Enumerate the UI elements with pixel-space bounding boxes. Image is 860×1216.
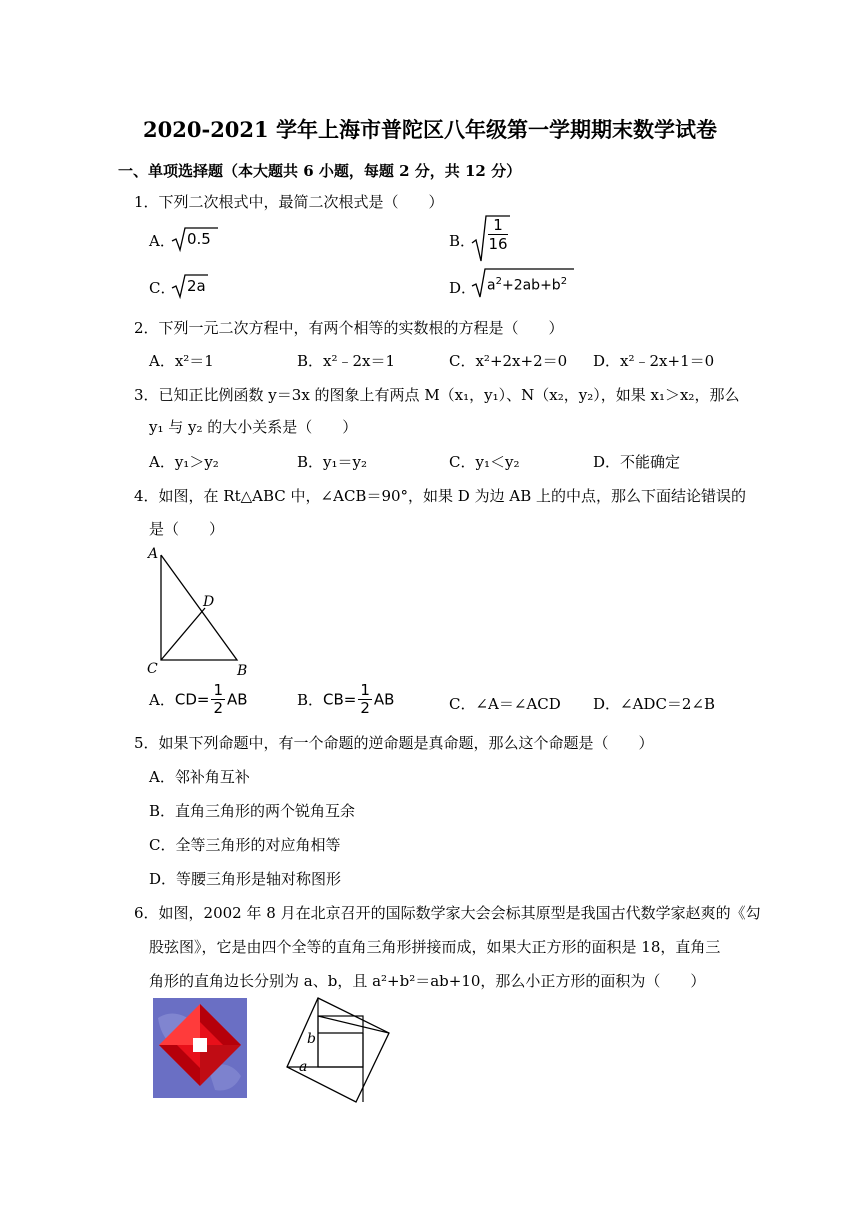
q4-a-num: 1 [213,681,223,699]
q4-a-post: AB [226,690,248,709]
q5-option-b: B．直角三角形的两个锐角互余 [149,802,356,820]
q5-stem: 5．如果下列命题中，有一个命题的逆命题是真命题，那么这个命题是（ ） [134,734,654,752]
q4-b-label: B． [297,691,324,709]
q4-a-label: A． [149,691,175,709]
q3-option-d: D．不能确定 [593,453,681,471]
q4-fig-label-c: C [147,661,158,677]
q4-a-pre: CD= [174,690,210,709]
q1-b-denominator: 16 [488,235,508,253]
q1-c-label: C． [149,279,176,297]
q6-fig-label-a: a [299,1059,308,1075]
section-heading: 一、单项选择题（本大题共 6 小题，每题 2 分，共 12 分） [118,162,522,180]
q3-stem-line2: y₁ 与 y₂ 的大小关系是（ ） [149,418,358,436]
q2-option-d: D．x²﹣2x+1＝0 [593,352,715,370]
q1-a-label: A． [149,232,175,250]
q4-fig-label-a: A [148,546,159,562]
page-title: 2020-2021 学年上海市普陀区八年级第一学期期末数学试卷 [143,117,717,142]
q4-fig-label-d: D [203,594,215,610]
q1-d-term-mid: +2ab+b [501,277,561,294]
q4-fig-label-b: B [237,663,248,679]
q2-option-b: B．x²﹣2x＝1 [297,352,396,370]
q3-option-b: B．y₁＝y₂ [297,453,367,471]
q4-b-den: 2 [360,699,370,717]
q5-option-d: D．等腰三角形是轴对称图形 [149,870,342,888]
q6-stem-line1: 6．如图，2002 年 8 月在北京召开的国际数学家大会会标其原型是我国古代数学家赵爽的《勾 [134,904,761,922]
q4-b-fraction [358,682,372,717]
q5-option-a: A．邻补角互补 [149,768,250,786]
q6-chord-diagram [285,996,395,1108]
q4-b-post: AB [373,690,395,709]
q1-b-fraction [488,216,508,253]
q3-option-a: A．y₁＞y₂ [149,453,219,471]
q5-option-c: C．全等三角形的对应角相等 [149,836,341,854]
q4-option-d: D．∠ADC＝2∠B [593,695,716,713]
q6-stem-line3: 角形的直角边长分别为 a、b，且 a²+b²＝ab+10，那么小正方形的面积为（ ） [149,972,706,990]
congress-logo-image [153,998,247,1098]
q1-d-radicand [487,276,567,294]
q4-b-pre: CB= [323,690,357,709]
q1-d-exp2: 2 [560,276,568,287]
q1-stem: 1．下列二次根式中，最简二次根式是（ ） [134,193,444,211]
q3-stem-line1: 3．已知正比例函数 y＝3x 的图象上有两点 M（x₁，y₁）、N（x₂，y₂），如果 x₁＞x₂，那么 [134,386,740,404]
q1-c-radicand: 2a [187,277,206,295]
q4-triangle-figure [145,545,255,680]
q2-option-c: C．x²+2x+2＝0 [449,352,568,370]
q1-a-radicand: 0.5 [187,230,211,248]
q6-fig-label-b: b [307,1031,316,1047]
q2-option-a: A．x²＝1 [149,352,214,370]
q1-d-exp1: 2 [495,276,502,287]
q1-b-numerator: 1 [488,216,508,235]
q3-option-c: C．y₁＜y₂ [449,453,520,471]
q6-stem-line2: 股弦图》，它是由四个全等的直角三角形拼接而成，如果大正方形的面积是 18，直角三 [149,938,721,956]
q4-stem-line2: 是（ ） [149,520,225,538]
q4-b-num: 1 [360,681,370,699]
q1-d-label: D． [449,279,477,297]
q2-stem: 2．下列一元二次方程中，有两个相等的实数根的方程是（ ） [134,319,564,337]
q4-a-den: 2 [213,699,223,717]
q4-option-a [149,682,248,717]
q4-option-c: C．∠A＝∠ACD [449,695,561,713]
q4-stem-line1: 4．如图，在 Rt△ABC 中，∠ACB＝90°，如果 D 为边 AB 上的中点，那么下面结论错误的 [134,487,746,505]
q1-d-term-a: a [487,277,496,294]
q4-a-fraction [211,682,225,717]
q4-option-b [297,682,394,717]
q1-b-label: B． [449,232,476,250]
